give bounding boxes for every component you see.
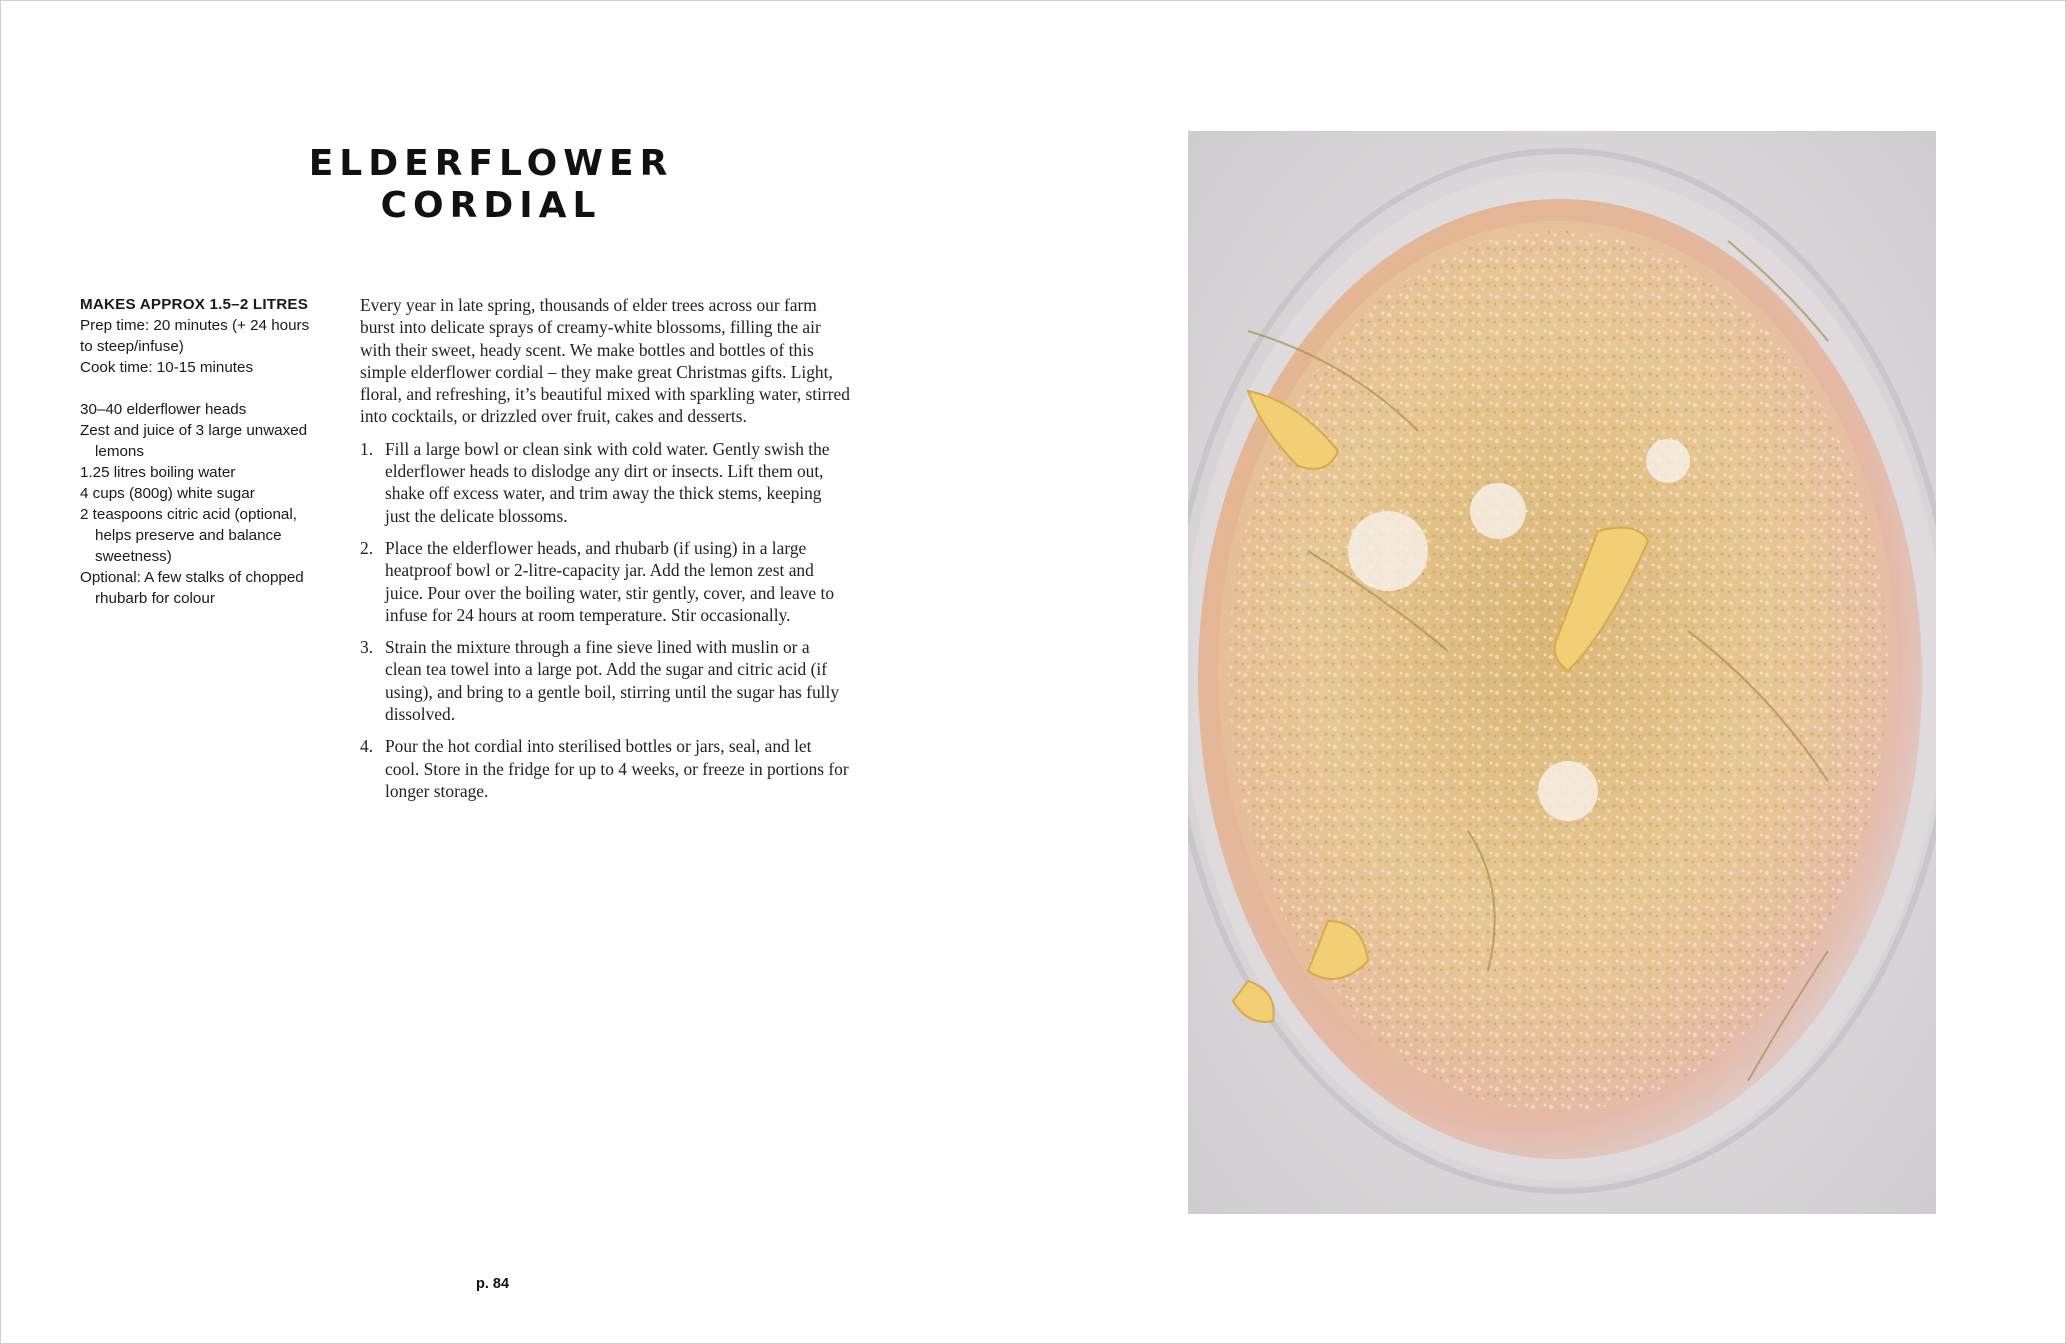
meta-spacer [80, 378, 320, 399]
elderflower-bowl-photo [1188, 131, 1936, 1214]
recipe-body [360, 294, 850, 812]
method-step [360, 735, 850, 802]
cook-time: Cook time: 10-15 minutes [80, 359, 254, 376]
page-number: p. 84 [476, 1276, 510, 1292]
method-step [360, 537, 850, 626]
step-number: 2. [360, 537, 374, 558]
method-step [360, 636, 850, 725]
ingredient-item: 2 teaspoons citric acid (optional, helps preserve and balance sweetness) [80, 506, 297, 565]
method-step [360, 438, 850, 527]
step-text: Pour the hot cordial into sterilised bottles or jars, seal, and let cool. Store in the fridge for up to 4 weeks, or freeze in portions for longer storage. [385, 736, 849, 801]
recipe-title-line-2: CORDIAL [380, 185, 602, 227]
step-text: Strain the mixture through a fine sieve lined with muslin or a clean tea towel into a large pot. Add the sugar and citric acid (if using), and bring to a gentle boil, stirring until the sugar has fully dissolved. [385, 637, 840, 725]
ingredient-item: 1.25 litres boiling water [80, 464, 236, 481]
step-text: Place the elderflower heads, and rhubarb (if using) in a large heatproof bowl or 2-litre-capacity jar. Add the lemon zest and juice. Pour over the boiling water, stir gently, cover, and leave to infuse for 24 hours at room temperature. Stir occasionally. [385, 537, 835, 625]
step-number: 3. [360, 637, 374, 658]
recipe-title-line-1: ELDERFLOWER [308, 143, 674, 185]
prep-time: Prep time: 20 minutes (+ 24 hours to steep/infuse) [80, 317, 310, 355]
step-number: 1. [360, 438, 374, 459]
recipe-intro: Every year in late spring, thousands of elder trees across our farm burst into delicate sprays of creamy-white blossoms, filling the air with their sweet, heady scent. We make bottles and bottles of this simple elderflower cordial – they make great Christmas gifts. Light, floral, and refreshing, it’s beautiful mixed with sparkling water, stirred into cocktails, or drizzled over fruit, cakes and desserts. [360, 295, 850, 427]
ingredient-item: 30–40 elderflower heads [80, 401, 247, 418]
ingredient-item: Zest and juice of 3 large unwaxed lemons [80, 422, 308, 460]
step-number: 4. [360, 736, 374, 757]
method-steps [360, 438, 850, 802]
recipe-title [241, 143, 741, 227]
ingredient-item: 4 cups (800g) white sugar [80, 485, 255, 502]
recipe-yield: MAKES APPROX 1.5–2 LITRES [80, 296, 309, 313]
step-text: Fill a large bowl or clean sink with cold water. Gently swish the elderflower heads to dislodge any dirt or insects. Lift them out, shake off excess water, and trim away the thick stems, keeping just the delicate blossoms. [385, 438, 830, 526]
ingredient-item: Optional: A few stalks of chopped rhubarb for colour [80, 569, 304, 607]
recipe-meta [80, 294, 320, 609]
